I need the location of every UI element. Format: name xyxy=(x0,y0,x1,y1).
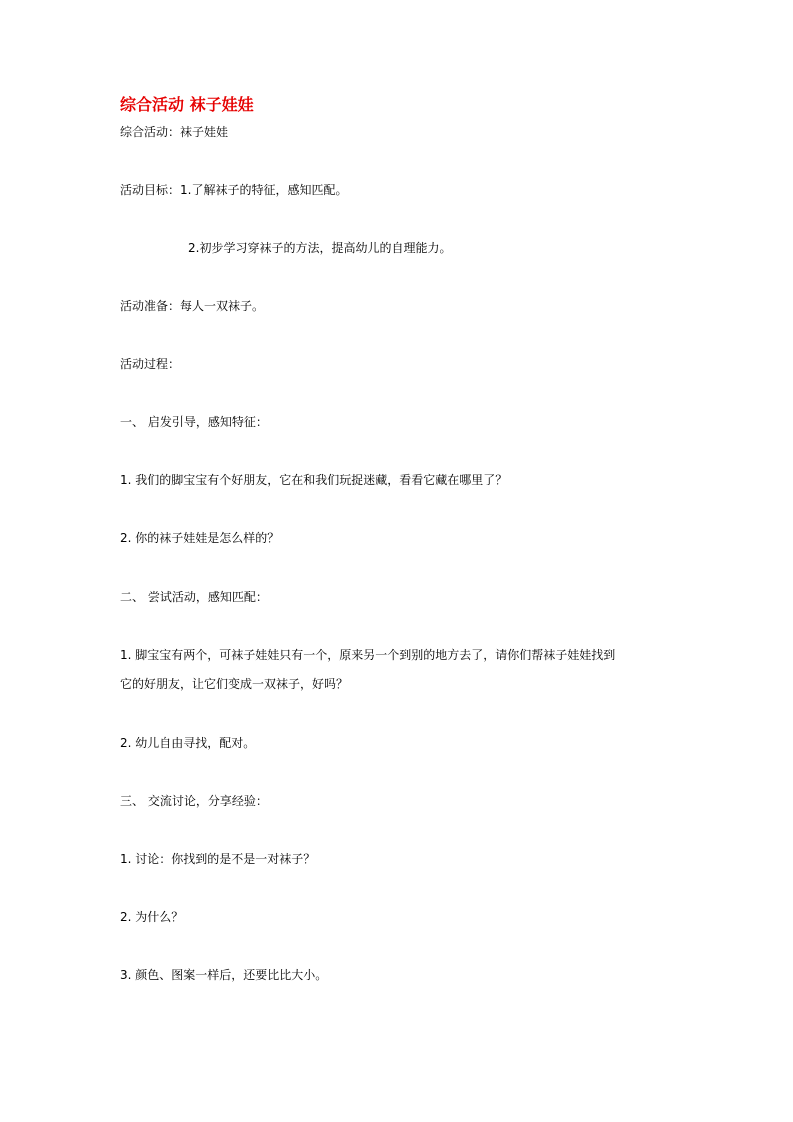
section-2-item-1-line-2: 它的好朋友，让它们变成一双袜子，好吗？ xyxy=(120,677,349,691)
document-subtitle: 综合活动：袜子娃娃 xyxy=(120,125,229,139)
section-1-item-1: 1. 我们的脚宝宝有个好朋友，它在和我们玩捉迷藏，看看它藏在哪里了？ xyxy=(120,473,508,487)
section-2-item-1-line-1: 1. 脚宝宝有两个，可袜子娃娃只有一个，原来另一个到别的地方去了，请你们帮袜子娃娃找到 xyxy=(120,648,616,662)
activity-goal-1: 活动目标：1.了解袜子的特征，感知匹配。 xyxy=(120,183,348,197)
document-title: 综合活动 袜子娃娃 xyxy=(120,95,254,114)
section-1-heading: 一、 启发引导，感知特征： xyxy=(120,415,268,429)
activity-preparation: 活动准备：每人一双袜子。 xyxy=(120,299,265,313)
activity-process-heading: 活动过程： xyxy=(120,357,181,371)
section-3-heading: 三、 交流讨论，分享经验： xyxy=(120,794,268,808)
section-1-item-2: 2. 你的袜子娃娃是怎么样的？ xyxy=(120,531,280,545)
section-3-item-3: 3. 颜色、图案一样后，还要比比大小。 xyxy=(120,968,328,982)
activity-goal-2: 2.初步学习穿袜子的方法，提高幼儿的自理能力。 xyxy=(188,241,452,255)
section-3-item-2: 2. 为什么？ xyxy=(120,910,184,924)
section-2-item-2: 2. 幼儿自由寻找，配对。 xyxy=(120,736,256,750)
section-2-heading: 二、 尝试活动，感知匹配： xyxy=(120,590,268,604)
section-3-item-1: 1. 讨论：你找到的是不是一对袜子？ xyxy=(120,852,316,866)
